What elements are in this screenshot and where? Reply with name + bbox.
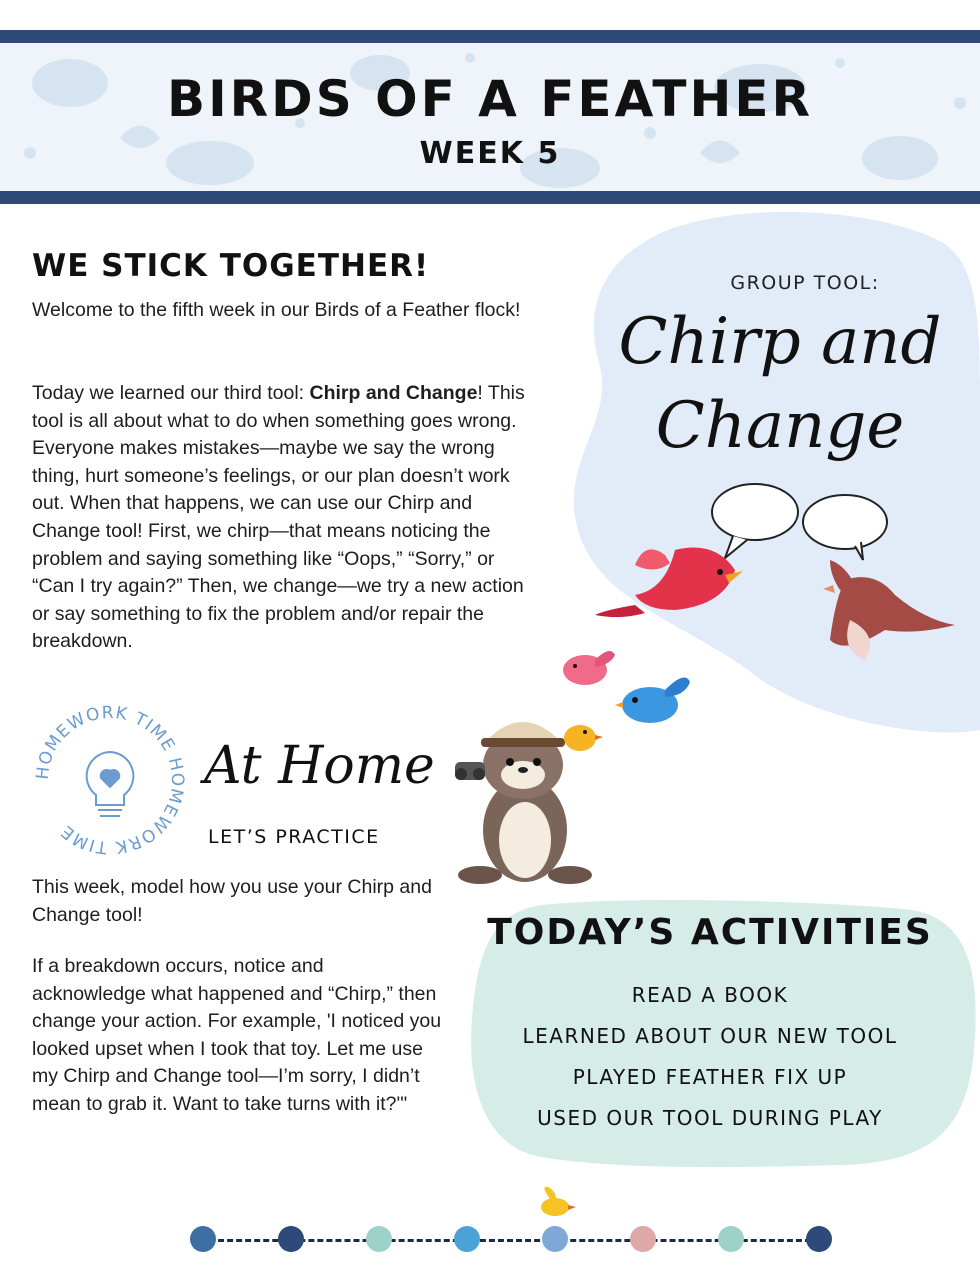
homework-badge [30, 700, 190, 860]
intro-paragraph-1: Welcome to the fifth week in our Birds of a Feather flock! [32, 299, 521, 321]
speech-bubble-icon [712, 484, 887, 560]
activity-item: USED OUR TOOL DURING PLAY [537, 1106, 883, 1130]
footer-dot [366, 1226, 392, 1252]
footer-dot [630, 1226, 656, 1252]
intro-heading: WE STICK TOGETHER! [32, 248, 430, 284]
lightbulb-heart-icon [87, 752, 134, 816]
tool-name-bold: Chirp and Change [309, 382, 478, 404]
intro-paragraph-2: Today we learned our third tool: Chirp and Change! This tool is all about what to do when something goes wrong. Everyone makes mistakes—maybe we say the wrong thing, hurt someone’s feelings, or our plan doesn’t work out. When that happens, we can use our Chirp and Change tool! First, we chirp—that means noticing the problem and saying something like “Oops,” “Sorry,” or “Can I try again?” Then, we change—we try a new action or say something to fix the problem and/or repair the breakdown. [32, 382, 525, 653]
yellow-bird-icon [564, 725, 603, 751]
activity-item: LEARNED ABOUT OUR NEW TOOL [522, 1024, 898, 1048]
yellow-bird-icon [530, 1185, 580, 1225]
page-subtitle: WEEK 5 [419, 136, 561, 171]
pink-bird-icon [563, 651, 615, 685]
homework-badge-text: HOMEWORK TIME HOMEWORK TIME [32, 702, 188, 858]
activities-list [470, 980, 950, 1144]
activities-title: TODAY’S ACTIVITIES [487, 912, 933, 953]
tool-name [600, 300, 960, 468]
activity-item: PLAYED FEATHER FIX UP [572, 1065, 848, 1089]
homework-paragraph-1: This week, model how you use your Chirp and Change tool! [32, 876, 432, 926]
tool-name-line2: Change [655, 389, 905, 463]
homework-paragraph-2: If a breakdown occurs, notice and acknowledge what happened and “Chirp,” then change your action. For example, 'I noticed you looked upset when I took that toy. Let me use my Chirp and Change tool—I’m sorry, I didn’t mean to grab it. Want to take turns with it?'" [32, 955, 442, 1115]
footer-dot [718, 1226, 744, 1252]
page-title: BIRDS OF A FEATHER [166, 70, 814, 128]
birds-illustration [555, 480, 980, 730]
activity-item: READ A BOOK [631, 983, 789, 1007]
lets-practice-label: LET’S PRACTICE [208, 826, 380, 848]
otter-explorer-icon [445, 700, 625, 890]
footer-dot [278, 1226, 304, 1252]
footer-dot [190, 1226, 216, 1252]
cardinal-icon [595, 548, 743, 618]
footer-dot [454, 1226, 480, 1252]
banner-top-bar [0, 30, 980, 43]
footer-dot [806, 1226, 832, 1252]
footer-dot-divider [190, 1226, 830, 1254]
tool-name-line1: Chirp and [618, 305, 942, 379]
at-home-title: At Home [204, 736, 435, 796]
cardinal-icon [823, 560, 955, 660]
blue-bird-icon [615, 678, 690, 724]
group-tool-label: GROUP TOOL: [730, 272, 880, 294]
footer-dot [542, 1226, 568, 1252]
